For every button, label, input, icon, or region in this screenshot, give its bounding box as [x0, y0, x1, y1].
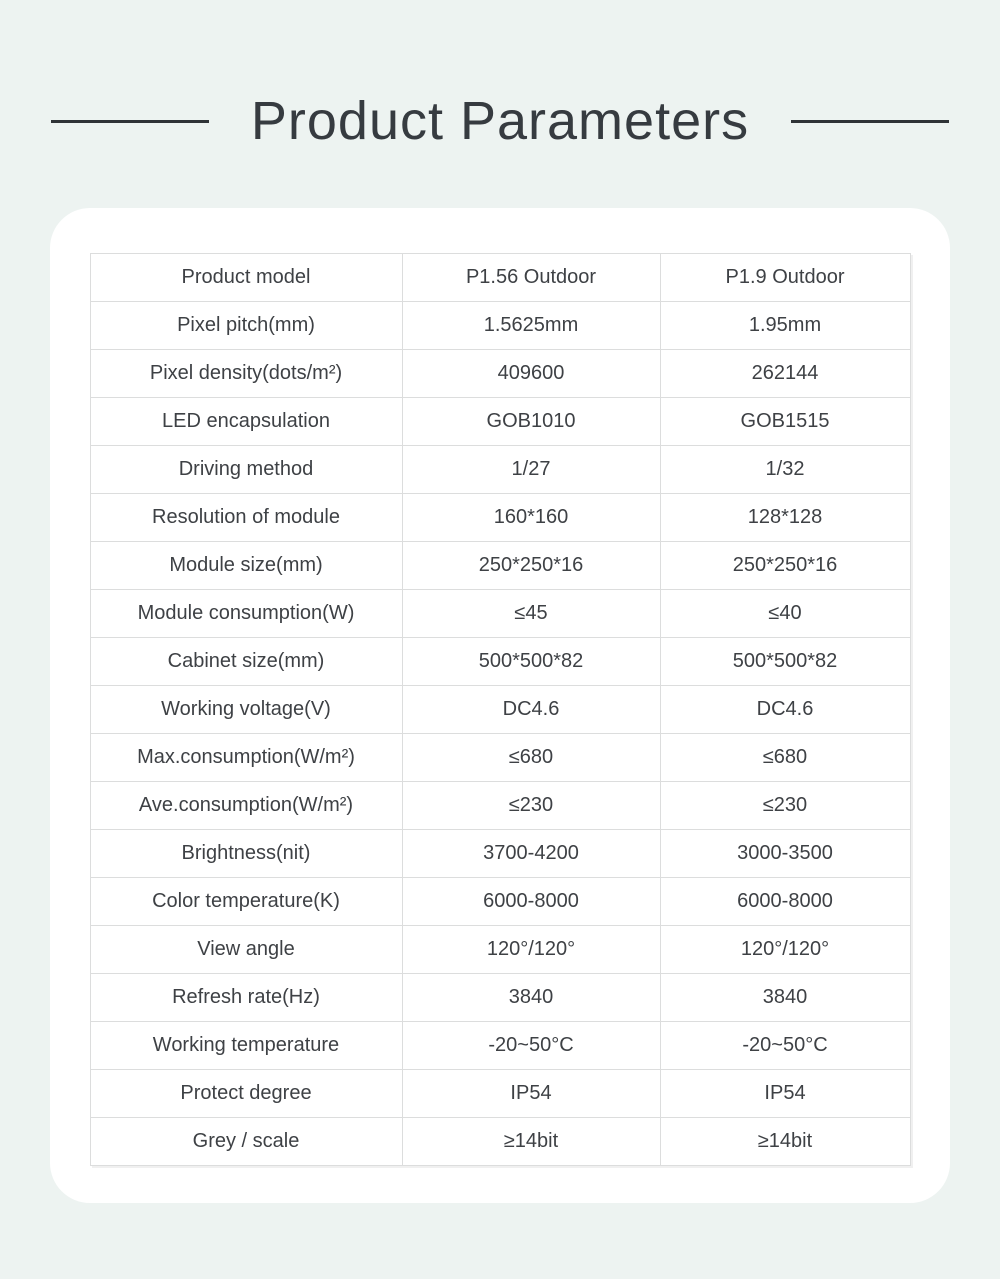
- table-row: [90, 782, 910, 830]
- param-value-cell-p19: 3000-3500: [660, 830, 910, 878]
- param-value-cell-p156: 160*160: [402, 494, 660, 542]
- table-row: [90, 878, 910, 926]
- param-value-cell-p156: ≤680: [402, 734, 660, 782]
- param-value-cell-p19: 250*250*16: [660, 542, 910, 590]
- param-name-cell: Driving method: [90, 446, 402, 494]
- param-value-cell-p19: 1/32: [660, 446, 910, 494]
- table-row: [90, 1022, 910, 1070]
- param-name-cell: Working temperature: [90, 1022, 402, 1070]
- table-row: [90, 734, 910, 782]
- param-name-cell: Product model: [90, 254, 402, 302]
- param-name-cell: Grey / scale: [90, 1118, 402, 1166]
- param-value-cell-p19: -20~50°C: [660, 1022, 910, 1070]
- param-value-cell-p156: 1/27: [402, 446, 660, 494]
- table-row: [90, 398, 910, 446]
- param-value-cell-p19: DC4.6: [660, 686, 910, 734]
- param-value-cell-p156: 3700-4200: [402, 830, 660, 878]
- table-row: [90, 686, 910, 734]
- param-value-cell-p156: ≤230: [402, 782, 660, 830]
- param-name-cell: Resolution of module: [90, 494, 402, 542]
- param-value-cell-p19: ≤680: [660, 734, 910, 782]
- param-value-cell-p19: ≥14bit: [660, 1118, 910, 1166]
- param-name-cell: Cabinet size(mm): [90, 638, 402, 686]
- table-row: [90, 254, 910, 302]
- param-value-cell-p156: IP54: [402, 1070, 660, 1118]
- param-name-cell: Max.consumption(W/m²): [90, 734, 402, 782]
- param-value-cell-p19: IP54: [660, 1070, 910, 1118]
- param-name-cell: Pixel pitch(mm): [90, 302, 402, 350]
- param-value-cell-p19: ≤230: [660, 782, 910, 830]
- param-value-cell-p156: 500*500*82: [402, 638, 660, 686]
- param-value-cell-p156: 409600: [402, 350, 660, 398]
- param-value-cell-p156: P1.56 Outdoor: [402, 254, 660, 302]
- param-name-cell: Ave.consumption(W/m²): [90, 782, 402, 830]
- param-name-cell: Module size(mm): [90, 542, 402, 590]
- table-row: [90, 1118, 910, 1166]
- param-name-cell: View angle: [90, 926, 402, 974]
- title-left-line: [51, 120, 209, 123]
- param-name-cell: Pixel density(dots/m²): [90, 350, 402, 398]
- param-value-cell-p156: 3840: [402, 974, 660, 1022]
- param-name-cell: Protect degree: [90, 1070, 402, 1118]
- param-name-cell: Working voltage(V): [90, 686, 402, 734]
- table-row: [90, 542, 910, 590]
- param-value-cell-p156: -20~50°C: [402, 1022, 660, 1070]
- page-header: [0, 0, 1000, 152]
- table-row: [90, 926, 910, 974]
- title-right-line: [791, 120, 949, 123]
- table-row: [90, 830, 910, 878]
- param-value-cell-p19: P1.9 Outdoor: [660, 254, 910, 302]
- param-value-cell-p156: 250*250*16: [402, 542, 660, 590]
- param-value-cell-p156: DC4.6: [402, 686, 660, 734]
- param-value-cell-p156: 120°/120°: [402, 926, 660, 974]
- param-name-cell: Brightness(nit): [90, 830, 402, 878]
- param-value-cell-p19: 120°/120°: [660, 926, 910, 974]
- table-row: [90, 350, 910, 398]
- param-value-cell-p19: 6000-8000: [660, 878, 910, 926]
- page-title: Product Parameters: [250, 91, 750, 151]
- param-value-cell-p19: 500*500*82: [660, 638, 910, 686]
- param-value-cell-p19: 262144: [660, 350, 910, 398]
- table-row: [90, 974, 910, 1022]
- table-row: [90, 446, 910, 494]
- param-value-cell-p19: 1.95mm: [660, 302, 910, 350]
- param-name-cell: Color temperature(K): [90, 878, 402, 926]
- param-value-cell-p19: GOB1515: [660, 398, 910, 446]
- param-name-cell: Module consumption(W): [90, 590, 402, 638]
- parameters-table: [90, 253, 911, 1166]
- param-value-cell-p19: 128*128: [660, 494, 910, 542]
- param-value-cell-p156: ≥14bit: [402, 1118, 660, 1166]
- param-name-cell: Refresh rate(Hz): [90, 974, 402, 1022]
- table-row: [90, 638, 910, 686]
- table-row: [90, 494, 910, 542]
- param-name-cell: LED encapsulation: [90, 398, 402, 446]
- table-row: [90, 590, 910, 638]
- param-value-cell-p19: ≤40: [660, 590, 910, 638]
- parameters-card: [50, 208, 950, 1203]
- param-value-cell-p156: 6000-8000: [402, 878, 660, 926]
- table-row: [90, 1070, 910, 1118]
- table-row: [90, 302, 910, 350]
- param-value-cell-p156: 1.5625mm: [402, 302, 660, 350]
- param-value-cell-p156: GOB1010: [402, 398, 660, 446]
- param-value-cell-p156: ≤45: [402, 590, 660, 638]
- param-value-cell-p19: 3840: [660, 974, 910, 1022]
